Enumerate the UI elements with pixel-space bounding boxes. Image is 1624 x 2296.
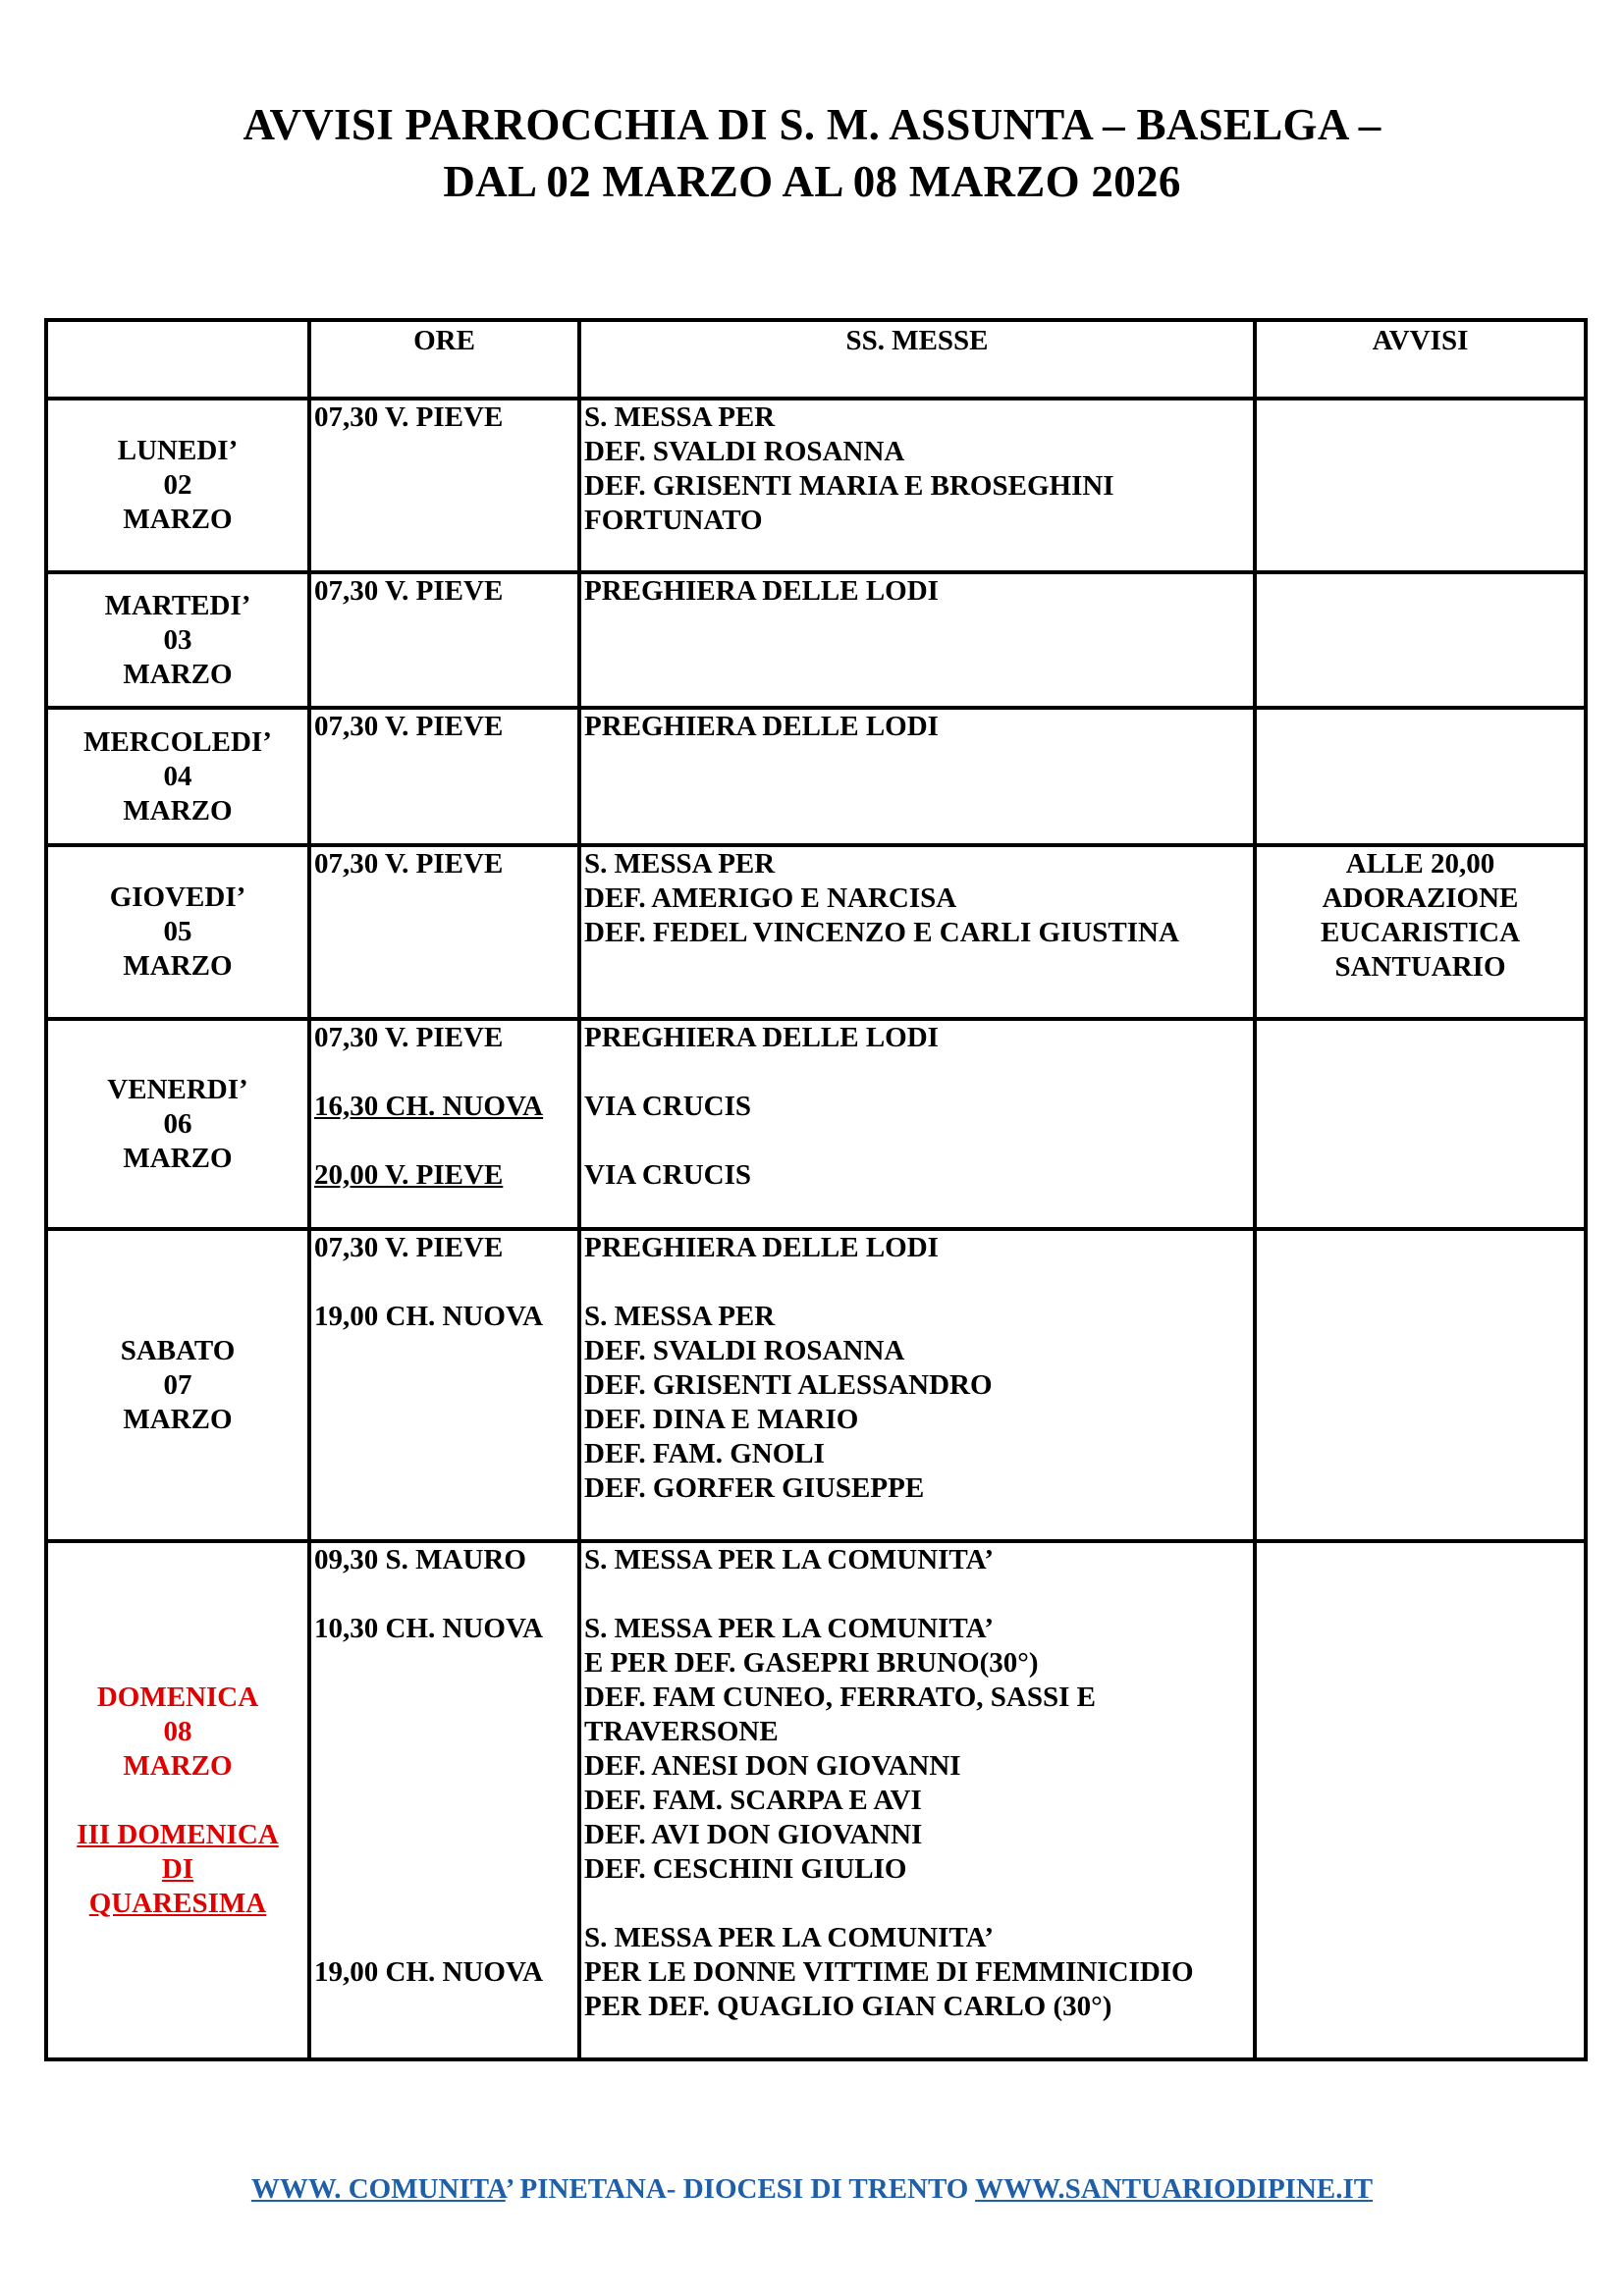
ore-line: 07,30 V. PIEVE bbox=[314, 1022, 504, 1053]
day-name: DOMENICA bbox=[96, 1681, 259, 1713]
messe-line: PREGHIERA DELLE LODI bbox=[584, 711, 939, 742]
footer bbox=[0, 2173, 1624, 2206]
footer-text: ’ PINETANA- DIOCESI DI TRENTO bbox=[505, 2173, 976, 2205]
ore-line: 19,00 CH. NUOVA bbox=[314, 1301, 544, 1332]
messe-line: DEF. DINA E MARIO bbox=[584, 1404, 859, 1435]
ore-line: 16,30 CH. NUOVA bbox=[314, 1091, 544, 1122]
day-name: LUNEDI’ bbox=[117, 435, 239, 466]
ore-cell bbox=[309, 1229, 579, 1541]
messe-line: PREGHIERA DELLE LODI bbox=[584, 575, 939, 607]
messe-line: DEF. AMERIGO E NARCISA bbox=[584, 882, 957, 914]
day-month: MARZO bbox=[123, 658, 233, 690]
ore-line: 07,30 V. PIEVE bbox=[314, 1232, 504, 1263]
messe-line: S. MESSA PER LA COMUNITA’ bbox=[584, 1613, 995, 1644]
messe-line: DEF. FAM. SCARPA E AVI bbox=[584, 1785, 922, 1816]
messe-cell bbox=[579, 708, 1255, 845]
ore-cell bbox=[309, 399, 579, 572]
table-row bbox=[46, 572, 1586, 708]
header-ore: ORE bbox=[309, 320, 579, 399]
day-number: 04 bbox=[163, 760, 192, 792]
day-name: GIOVEDI’ bbox=[109, 881, 246, 913]
messe-line: DEF. CESCHINI GIULIO bbox=[584, 1853, 907, 1885]
messe-line: DEF. GRISENTI ALESSANDRO bbox=[584, 1369, 993, 1401]
messe-line: DEF. ANESI DON GIOVANNI bbox=[584, 1750, 961, 1782]
messe-line: S. MESSA PER bbox=[584, 848, 776, 880]
messe-line: PREGHIERA DELLE LODI bbox=[584, 1232, 939, 1263]
ore-cell bbox=[309, 1541, 579, 2059]
day-number: 06 bbox=[163, 1107, 192, 1140]
day-month: MARZO bbox=[123, 1403, 233, 1435]
messe-line: S. MESSA PER LA COMUNITA’ bbox=[584, 1922, 995, 1953]
table-row bbox=[46, 1541, 1586, 2059]
messe-line: DEF. AVI DON GIOVANNI bbox=[584, 1819, 923, 1850]
day-name: MARTEDI’ bbox=[104, 589, 251, 621]
day-name: VENERDI’ bbox=[107, 1073, 248, 1105]
avvisi-line: ALLE 20,00 bbox=[1345, 848, 1495, 880]
day-number: 08 bbox=[163, 1715, 192, 1747]
messe-line: DEF. GORFER GIUSEPPE bbox=[584, 1472, 925, 1504]
ore-line: 10,30 CH. NUOVA bbox=[314, 1613, 544, 1644]
avvisi-cell bbox=[1255, 1229, 1586, 1541]
header-avvisi: AVVISI bbox=[1255, 320, 1586, 399]
liturgical-label: DI bbox=[161, 1852, 194, 1885]
avvisi-cell bbox=[1255, 845, 1586, 1019]
messe-line: PER DEF. QUAGLIO GIAN CARLO (30°) bbox=[584, 1991, 1112, 2022]
avvisi-cell bbox=[1255, 1541, 1586, 2059]
messe-line: PER LE DONNE VITTIME DI FEMMINICIDIO bbox=[584, 1956, 1194, 1988]
day-number: 05 bbox=[163, 916, 192, 947]
header-messe: SS. MESSE bbox=[579, 320, 1255, 399]
messe-line: TRAVERSONE bbox=[584, 1716, 779, 1747]
day-month: MARZO bbox=[123, 1142, 233, 1174]
day-number: 02 bbox=[163, 469, 192, 501]
ore-line: 07,30 V. PIEVE bbox=[314, 848, 504, 880]
day-cell bbox=[46, 1019, 309, 1229]
messe-line: DEF. SVALDI ROSANNA bbox=[584, 436, 905, 467]
day-month: MARZO bbox=[123, 794, 233, 827]
messe-cell bbox=[579, 572, 1255, 708]
day-cell bbox=[46, 708, 309, 845]
ore-line: 07,30 V. PIEVE bbox=[314, 401, 504, 433]
day-cell bbox=[46, 572, 309, 708]
footer-link-comunita[interactable]: WWW. COMUNITA bbox=[250, 2173, 506, 2205]
messe-cell bbox=[579, 399, 1255, 572]
day-name: MERCOLEDI’ bbox=[83, 725, 272, 758]
avvisi-cell bbox=[1255, 708, 1586, 845]
footer-link-santuario[interactable]: WWW.SANTUARIODIPINE.IT bbox=[975, 2173, 1374, 2205]
day-month: MARZO bbox=[123, 950, 233, 982]
day-month: MARZO bbox=[123, 504, 233, 535]
messe-line: DEF. SVALDI ROSANNA bbox=[584, 1335, 905, 1366]
ore-cell bbox=[309, 1019, 579, 1229]
page-title bbox=[0, 96, 1624, 210]
header-row bbox=[46, 320, 1586, 399]
messe-line: S. MESSA PER bbox=[584, 401, 776, 433]
avvisi-cell bbox=[1255, 399, 1586, 572]
schedule-table bbox=[44, 318, 1588, 2061]
table-row bbox=[46, 1229, 1586, 1541]
ore-cell bbox=[309, 708, 579, 845]
messe-line: PREGHIERA DELLE LODI bbox=[584, 1022, 939, 1053]
table-row bbox=[46, 1019, 1586, 1229]
ore-line: 07,30 V. PIEVE bbox=[314, 711, 504, 742]
day-name: SABATO bbox=[120, 1334, 236, 1366]
liturgical-label: III DOMENICA bbox=[77, 1818, 279, 1850]
avvisi-cell bbox=[1255, 1019, 1586, 1229]
messe-line: DEF. GRISENTI MARIA E BROSEGHINI bbox=[584, 470, 1114, 502]
day-cell bbox=[46, 399, 309, 572]
messe-line: DEF. FEDEL VINCENZO E CARLI GIUSTINA bbox=[584, 917, 1179, 948]
messe-cell bbox=[579, 1229, 1255, 1541]
day-cell bbox=[46, 1229, 309, 1541]
table-row bbox=[46, 399, 1586, 572]
messe-line: DEF. FAM CUNEO, FERRATO, SASSI E bbox=[584, 1682, 1097, 1713]
title-line-2: DAL 02 MARZO AL 08 MARZO 2026 bbox=[443, 157, 1181, 206]
day-number: 03 bbox=[163, 623, 192, 656]
messe-line: DEF. FAM. GNOLI bbox=[584, 1438, 825, 1469]
day-number: 07 bbox=[163, 1368, 192, 1401]
avvisi-line: SANTUARIO bbox=[1334, 951, 1506, 983]
day-month: MARZO bbox=[123, 1749, 233, 1782]
ore-cell bbox=[309, 572, 579, 708]
ore-cell bbox=[309, 845, 579, 1019]
day-cell bbox=[46, 845, 309, 1019]
ore-line: 07,30 V. PIEVE bbox=[314, 575, 504, 607]
messe-line: S. MESSA PER bbox=[584, 1301, 776, 1332]
ore-line: 09,30 S. MAURO bbox=[314, 1544, 526, 1575]
title-line-1: AVVISI PARROCCHIA DI S. M. ASSUNTA – BASELGA – bbox=[243, 100, 1381, 149]
messe-line: S. MESSA PER LA COMUNITA’ bbox=[584, 1544, 995, 1575]
header-day bbox=[46, 320, 309, 399]
table-row bbox=[46, 708, 1586, 845]
messe-cell bbox=[579, 1541, 1255, 2059]
ore-line: 19,00 CH. NUOVA bbox=[314, 1956, 544, 1988]
liturgical-label: QUARESIMA bbox=[88, 1887, 267, 1919]
table-row bbox=[46, 845, 1586, 1019]
avvisi-line: EUCARISTICA bbox=[1320, 917, 1521, 948]
messe-line: VIA CRUCIS bbox=[584, 1159, 752, 1191]
ore-line: 20,00 V. PIEVE bbox=[314, 1159, 504, 1191]
messe-line: E PER DEF. GASEPRI BRUNO(30°) bbox=[584, 1647, 1039, 1679]
messe-cell bbox=[579, 1019, 1255, 1229]
avvisi-cell bbox=[1255, 572, 1586, 708]
avvisi-line: ADORAZIONE bbox=[1322, 882, 1519, 914]
messe-line: VIA CRUCIS bbox=[584, 1091, 752, 1122]
messe-cell bbox=[579, 845, 1255, 1019]
day-cell bbox=[46, 1541, 309, 2059]
messe-line: FORTUNATO bbox=[584, 505, 763, 536]
